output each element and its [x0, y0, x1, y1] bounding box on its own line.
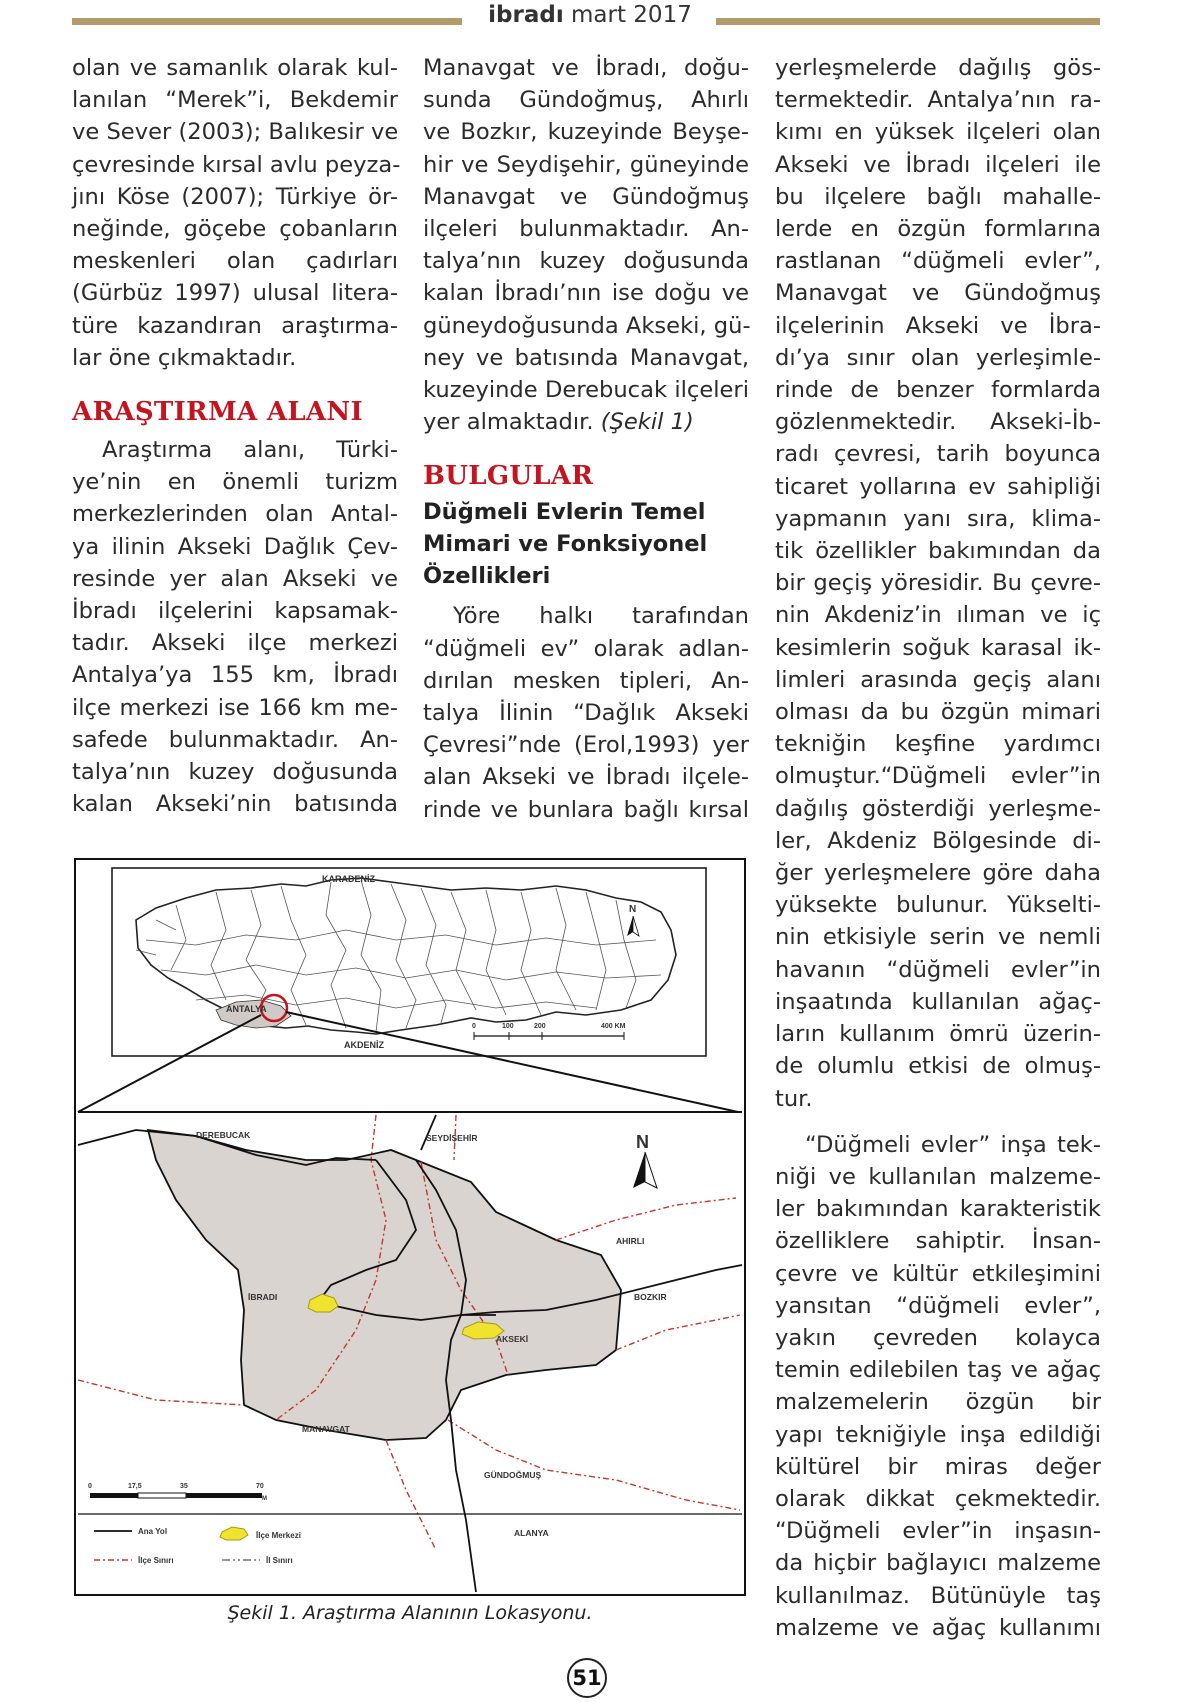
scale-bar-large [88, 1483, 267, 1502]
legend-district-border-label: İlçe Sınırı [138, 1556, 174, 1565]
text-line: olması da bu özgün mimari [775, 699, 1101, 726]
text-line: talya İlinin “Dağlık Akseki [423, 700, 749, 727]
text-line: rastlanan “düğmeli evler”, [775, 248, 1101, 275]
col3-paragraph-1 [775, 52, 1101, 1115]
text-line: ler bakımından karakteristik [775, 1196, 1101, 1223]
text-line: kültürel bir miras değer [775, 1453, 1101, 1480]
col1-section-paragraph [72, 434, 398, 820]
text-line: da hiçbir bağlayıcı malzeme [775, 1550, 1101, 1577]
text-line: sunda Gündoğmuş, Ahırlı [423, 87, 749, 114]
text-line: temin edilebilen taş ve ağaç [775, 1357, 1101, 1384]
north-label-large: N [636, 1132, 649, 1152]
legend-road-label: Ana Yol [138, 1527, 168, 1536]
text-line: rinde ve bunlara bağlı kırsal [423, 796, 749, 823]
text-line: yerleşmelerde dağılış gös- [775, 55, 1101, 81]
north-label-small: N [629, 904, 637, 915]
text-line: safede bulunmaktadır. An- [72, 726, 398, 753]
text-line: lanılan “Merek”i, Bekdemir [72, 87, 398, 114]
col3-paragraph-2 [775, 1129, 1101, 1644]
text-line: radı çevresi, tarih boyunca [775, 441, 1101, 468]
page-number: 51 [567, 1658, 607, 1698]
text-line: Çevresi”nde (Erol,1993) yer [423, 732, 749, 759]
text-line: tekniğin keşfine yardımcı [775, 731, 1101, 758]
text-line: ve Bozkır, kuzeyinde Beyşe- [423, 119, 749, 146]
text-line: kalan İbradı’nın ise doğu ve [423, 280, 749, 307]
text-line: İbradı ilçelerini kapsamak- [72, 598, 398, 625]
text-line: güneydoğusunda Akseki, gü- [423, 312, 751, 339]
section-title-arastirma-alani: ARAŞTIRMA ALANI [72, 397, 363, 428]
text-line: gözlenmektedir. Akseki-İb- [775, 409, 1101, 436]
text-line: talya’nın kuzey doğusunda [72, 759, 398, 786]
legend-province-border-label: İl Sınırı [266, 1556, 293, 1565]
text-line: kullanılmaz. Bütünüyle taş [775, 1582, 1101, 1609]
scale-small-100: 100 [502, 1023, 514, 1030]
text-line: çevre ve kültür etkileşimini [775, 1260, 1101, 1287]
section-title-bulgular: BULGULAR [423, 461, 594, 492]
scale-small-200: 200 [534, 1023, 546, 1030]
subtitle-line: Özellikleri [423, 563, 551, 590]
text-line: kalan Akseki’nin batısında [72, 791, 398, 818]
text-line: yansıtan “düğmeli evler”, [775, 1292, 1101, 1319]
legend-center-symbol [220, 1527, 248, 1540]
text-line: alan Akseki ve İbradı ilçele- [423, 764, 749, 791]
label-derebucak: DEREBUCAK [196, 1130, 251, 1140]
text-line: dırılan mesken tipleri, An- [423, 667, 749, 694]
column-2 [423, 52, 749, 826]
text-line: ticaret yollarına ev sahipliği [775, 473, 1101, 500]
text-line: tur. [775, 1085, 813, 1112]
text-line: dağılış gösterdiği yerleşme- [775, 795, 1101, 822]
text-line: malzemelerin özgün bir [775, 1389, 1101, 1416]
text-line: Manavgat ve Gündoğmuş [775, 280, 1101, 307]
text-line: olan ve samanlık olarak kul- [72, 55, 398, 81]
text-line: Yöre halkı tarafından [453, 603, 749, 630]
text-line: Akseki ve İbradı ilçeleri ile [775, 151, 1101, 178]
text-line: Antalya’ya 155 km, İbradı [72, 662, 398, 689]
text-line: ilçelerinin Akseki ve İbra- [775, 312, 1101, 339]
text-line: inşaatında kullanılan ağaç- [775, 988, 1101, 1015]
text-line: resinde yer alan Akseki ve [72, 565, 398, 592]
magazine-name: ibradı [488, 2, 564, 28]
study-area-polygon [148, 1130, 621, 1440]
text-line: termektedir. Antalya’nın ra- [775, 87, 1101, 114]
text-line: ye’nin en önemli turizm [72, 469, 398, 496]
location-map-figure [74, 858, 746, 1596]
col2-intro-last-line [423, 406, 749, 438]
scale-large-35: 35 [180, 1483, 188, 1490]
label-ahirli: AHIRLI [616, 1236, 645, 1246]
col2-section-paragraph [423, 600, 749, 825]
text-line: “Düğmeli evler”in inşasın- [775, 1518, 1101, 1545]
label-alanya: ALANYA [514, 1528, 549, 1538]
label-akdeniz: AKDENİZ [344, 1040, 384, 1050]
column-1 [72, 52, 401, 820]
text-line: (Gürbüz 1997) ulusal litera- [72, 280, 398, 307]
scale-large-70: 70 [256, 1483, 264, 1490]
text-line: neğinde, göçebe çobanların [72, 216, 398, 243]
text-line: olarak dikkat çekmektedir. [775, 1485, 1101, 1512]
text-line: lar öne çıkmaktadır. [72, 344, 297, 371]
text-line: yapı tekniğiyle inşa edildiği [775, 1421, 1101, 1448]
text-line: lerde en özgün formlarına [775, 216, 1101, 243]
text-line: “düğmeli ev” olarak adlan- [423, 635, 749, 662]
label-antalya: ANTALYA [226, 1004, 267, 1014]
north-arrow-large [633, 1132, 657, 1188]
label-seydisehir: SEYDİŞEHİR [426, 1133, 478, 1143]
col1-intro-paragraph [72, 52, 401, 374]
text-line: niği ve kullanılan malzeme- [775, 1163, 1101, 1190]
label-ibradi: İBRADI [248, 1292, 278, 1302]
label-gundogmus: GÜNDOĞMUŞ [484, 1470, 542, 1480]
text-line: tadır. Akseki ilçe merkezi [72, 630, 398, 657]
text-line: kuzeyinde Derebucak ilçeleri [423, 377, 749, 404]
subsection-title [423, 496, 749, 592]
text-line: çevresinde kırsal avlu peyza- [72, 151, 401, 178]
issue-date: mart 2017 [571, 2, 692, 28]
text-line: limleri arasında geçiş alanı [775, 666, 1101, 693]
label-manavgat: MANAVGAT [302, 1424, 350, 1434]
label-bozkir: BOZKIR [634, 1292, 667, 1302]
label-akseki: AKSEKİ [496, 1334, 529, 1344]
scale-small-400km: 400 KM [601, 1023, 626, 1030]
text-line: Manavgat ve İbradı, doğu- [423, 55, 749, 81]
text-line: dı’ya sınır olan yerleşimle- [775, 344, 1101, 371]
text-line: ney ve batısında Manavgat, [423, 344, 749, 371]
text-line: yapmanın yanı sıra, klima- [775, 505, 1101, 532]
subtitle-line: Düğmeli Evlerin Temel [423, 499, 706, 526]
text-line: “Düğmeli evler” inşa tek- [805, 1131, 1101, 1158]
text-line: kesimlerin soğuk karasal ik- [775, 634, 1101, 661]
figure-reference: (Şekil 1) [600, 409, 694, 436]
text-line: hir ve Seydişehir, güneyinde [423, 151, 749, 178]
text-line: Manavgat ve Gündoğmuş [423, 183, 749, 210]
text-line: ğer yerleşmelere göre daha [775, 860, 1101, 887]
text-line: ların kullanım ömrü üzerin- [775, 1021, 1101, 1048]
location-map [76, 860, 744, 1594]
figure-caption: Şekil 1. Araştırma Alanının Lokasyonu. [227, 1602, 593, 1624]
text-line: olmuştur.“Düğmeli evler”in [775, 763, 1101, 790]
header-rule-left [72, 18, 462, 25]
text-line: de olumlu etkisi de olmuş- [775, 1053, 1101, 1080]
scale-large-0: 0 [88, 1483, 92, 1490]
text-line: kımı en yüksek ilçeleri olan [775, 119, 1101, 146]
legend-center-label: İlçe Merkezi [256, 1531, 301, 1540]
text-line: Araştırma alanı, Türki- [102, 437, 398, 464]
text-line: yakın çevreden kolayca [775, 1324, 1101, 1351]
text-line: ler, Akdeniz Bölgesinde di- [775, 827, 1101, 854]
text-line: merkezlerinden olan Antal- [72, 501, 398, 528]
scale-large-17-5: 17,5 [128, 1483, 142, 1490]
subtitle-line: Mimari ve Fonksiyonel [423, 531, 708, 558]
scale-large-unit: M [262, 1496, 267, 1502]
text-line: jını Köse (2007); Türkiye ör- [72, 183, 398, 210]
text-line: rinde de benzer formlarda [775, 377, 1101, 404]
header-title [470, 2, 710, 28]
text-line: özelliklere sahiptir. İnsan- [775, 1228, 1101, 1255]
text-line: bir geçiş yöresidir. Bu çevre- [775, 570, 1101, 597]
text-line: malzeme ve ağaç kullanımı [775, 1614, 1101, 1641]
text-line: ilçe merkezi ise 166 km me- [72, 694, 398, 721]
text-line: talya’nın kuzey doğusunda [423, 248, 749, 275]
text-line: nin Akdeniz’in ılıman ve iç [775, 602, 1101, 629]
text-line: ya ilinin Akseki Dağlık Çev- [72, 533, 398, 560]
label-karadeniz: KARADENİZ [322, 874, 375, 884]
map-legend [78, 1514, 742, 1565]
col2-intro-paragraph [423, 52, 749, 438]
text-line: bu ilçelere bağlı mahalle- [775, 183, 1101, 210]
text-line: tik özellikler bakımından da [775, 538, 1101, 565]
text-line: yüksekte bulunur. Yükselti- [775, 892, 1101, 919]
text-line: ilçeleri bulunmaktadır. An- [423, 216, 749, 243]
text-line: havanın “düğmeli evler”in [775, 956, 1101, 983]
col2-intro-last-text: yer almaktadır. [423, 409, 594, 436]
text-line: nin etkisiyle serin ve nemli [775, 924, 1101, 951]
column-3 [775, 52, 1101, 1644]
text-line: ve Sever (2003); Balıkesir ve [72, 119, 399, 146]
text-line: türe kazandıran araştırma- [72, 312, 398, 339]
header-rule-right [716, 18, 1100, 25]
text-line: meskenleri olan çadırları [72, 248, 398, 275]
scale-small-0: 0 [472, 1023, 476, 1030]
